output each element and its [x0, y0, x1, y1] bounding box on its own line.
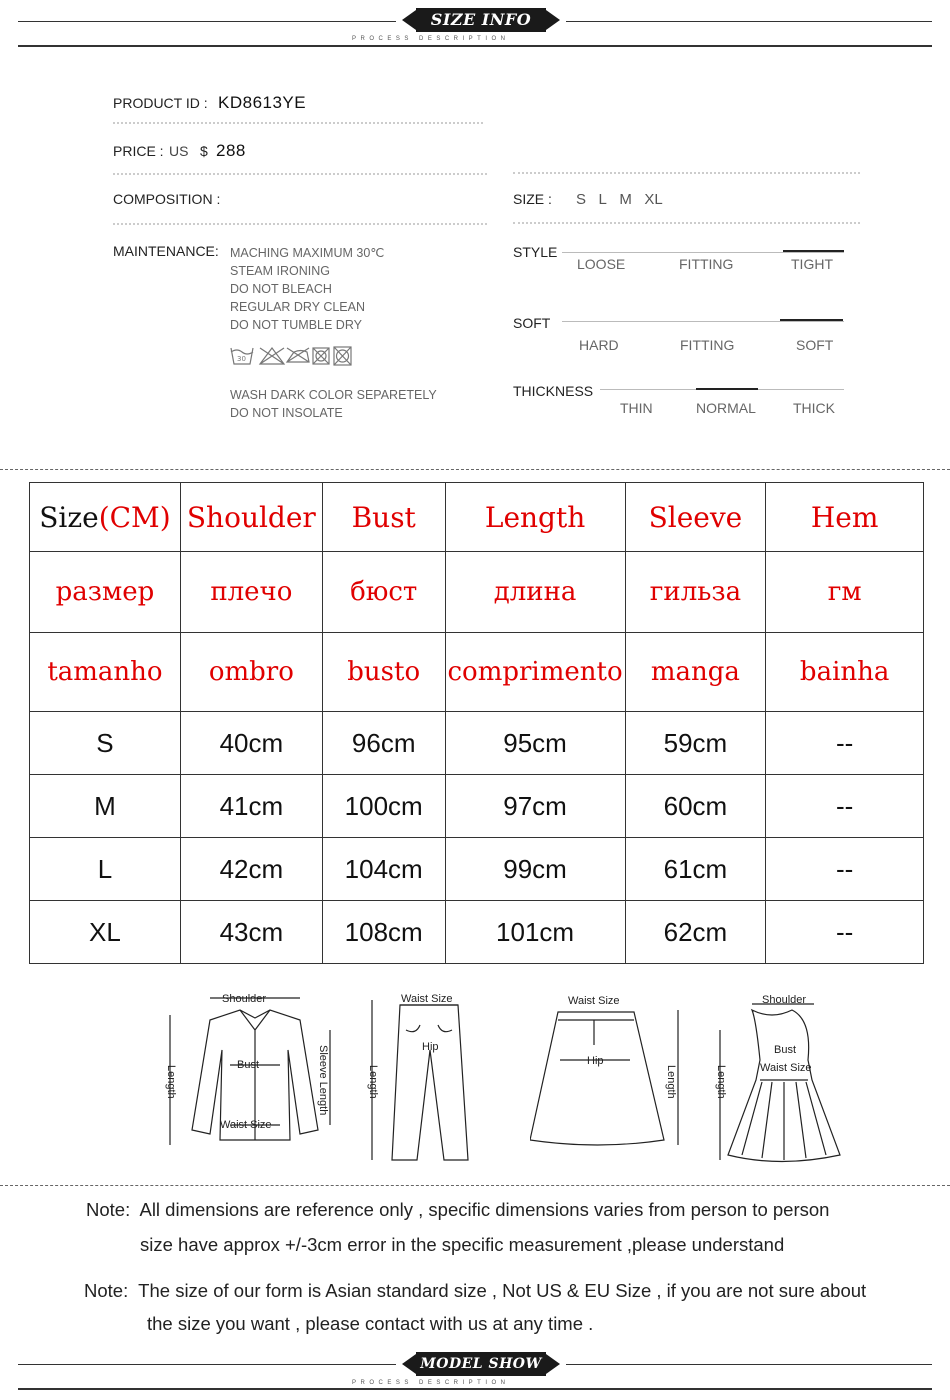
- style-label: STYLE: [513, 244, 558, 260]
- header-size-label: Size: [39, 500, 99, 534]
- table-row: [30, 901, 924, 964]
- header-cell: Bust: [322, 483, 445, 552]
- table-cell: 43cm: [180, 901, 322, 964]
- shirt-sleeve-label: Sleeve Length: [317, 1045, 329, 1116]
- header-cell: bainha: [766, 633, 924, 712]
- banner-subtitle: PROCESS DESCRIPTION: [352, 36, 510, 42]
- thickness-option: THICK: [793, 400, 835, 416]
- header-cell: Sleeve: [625, 483, 766, 552]
- style-selected-mark: [783, 250, 844, 252]
- header-cell: гм: [766, 552, 924, 633]
- style-option: TIGHT: [791, 256, 833, 272]
- table-cell: XL: [30, 901, 181, 964]
- table-cell: 40cm: [180, 712, 322, 775]
- table-cell: M: [30, 775, 181, 838]
- table-cell: S: [30, 712, 181, 775]
- table-cell: 60cm: [625, 775, 766, 838]
- note-2-line-2: the size you want , please contact with us at any time .: [147, 1313, 594, 1334]
- wash-note-line: DO NOT INSOLATE: [230, 406, 343, 420]
- dress-length-label: Length: [715, 1065, 727, 1099]
- table-cell: --: [766, 901, 924, 964]
- header-cell: manga: [625, 633, 766, 712]
- banner-title: MODEL SHOW: [416, 1352, 546, 1376]
- table-cell: --: [766, 712, 924, 775]
- thickness-option: THIN: [620, 400, 653, 416]
- size-option: M: [619, 191, 632, 208]
- wash-note-line: WASH DARK COLOR SEPARETELY: [230, 388, 437, 402]
- note-1-line-2: size have approx +/-3cm error in the specific measurement ,please understand: [140, 1234, 785, 1255]
- maintenance-label: MAINTENANCE:: [113, 243, 219, 259]
- skirt-length-label: Length: [665, 1065, 677, 1099]
- table-cell: 62cm: [625, 901, 766, 964]
- note-label: Note:: [84, 1280, 129, 1301]
- wash-note: [230, 386, 437, 422]
- size-options: [576, 191, 663, 208]
- header-cell: comprimento: [445, 633, 625, 712]
- table-row: [30, 775, 924, 838]
- soft-selected-mark: [780, 319, 843, 321]
- table-header-row-pt: [30, 633, 924, 712]
- pants-hip-label: Hip: [422, 1041, 439, 1053]
- note-2: [84, 1280, 866, 1302]
- skirt-hip-label: Hip: [587, 1055, 604, 1067]
- header-size-unit: (CM): [98, 500, 171, 534]
- pants-diagram: [362, 990, 472, 1165]
- product-id-label: PRODUCT ID :: [113, 95, 208, 111]
- thickness-label: THICKNESS: [513, 383, 594, 399]
- style-option: LOOSE: [577, 256, 626, 272]
- pants-length-label: Length: [367, 1065, 379, 1099]
- maintenance-item: MACHING MAXIMUM 30℃: [230, 246, 385, 260]
- dress-diagram: [712, 990, 847, 1165]
- table-cell: 61cm: [625, 838, 766, 901]
- table-cell: --: [766, 775, 924, 838]
- header-cell: бюст: [322, 552, 445, 633]
- price-value: 288: [216, 141, 246, 160]
- thickness-selected-mark: [696, 388, 758, 390]
- note-text: The size of our form is Asian standard size , Not US & EU Size , if you are not sure about: [138, 1280, 867, 1301]
- table-header-row: [30, 483, 924, 552]
- maintenance-item: REGULAR DRY CLEAN: [230, 300, 365, 314]
- header-cell: Length: [445, 483, 625, 552]
- size-table: [29, 482, 924, 964]
- size-label: SIZE :: [513, 191, 552, 207]
- dress-waist-label: Waist Size: [760, 1062, 812, 1074]
- banner-title: SIZE INFO: [416, 8, 546, 32]
- note-1: [86, 1199, 829, 1221]
- composition-label: COMPOSITION :: [113, 191, 221, 207]
- table-cell: L: [30, 838, 181, 901]
- dress-bust-label: Bust: [774, 1044, 797, 1056]
- note-label: Note:: [86, 1199, 131, 1220]
- skirt-diagram: [530, 990, 690, 1160]
- price-dollar: $: [200, 143, 208, 159]
- price-currency: US: [169, 143, 189, 159]
- table-cell: 59cm: [625, 712, 766, 775]
- header-cell: длина: [445, 552, 625, 633]
- header-cell: гильза: [625, 552, 766, 633]
- thickness-option: NORMAL: [696, 400, 756, 416]
- dress-shoulder-label: Shoulder: [762, 994, 807, 1006]
- table-row: [30, 712, 924, 775]
- table-cell: 95cm: [445, 712, 625, 775]
- header-size: [30, 483, 181, 552]
- care-symbols-icon: [229, 344, 354, 368]
- table-cell: 42cm: [180, 838, 322, 901]
- note-text: All dimensions are reference only , specific dimensions varies from person to person: [139, 1199, 830, 1220]
- table-cell: 104cm: [322, 838, 445, 901]
- size-option: L: [598, 191, 607, 208]
- header-cell: плечо: [180, 552, 322, 633]
- header-cell: busto: [322, 633, 445, 712]
- maintenance-list: [230, 244, 384, 334]
- shirt-bust-label: Bust: [237, 1059, 260, 1071]
- table-cell: --: [766, 838, 924, 901]
- banner-subtitle: PROCESS DESCRIPTION: [352, 1380, 510, 1386]
- header-cell: ombro: [180, 633, 322, 712]
- table-cell: 96cm: [322, 712, 445, 775]
- table-cell: 99cm: [445, 838, 625, 901]
- shirt-diagram: [160, 990, 340, 1160]
- header-cell: Shoulder: [180, 483, 322, 552]
- table-row: [30, 838, 924, 901]
- soft-label: SOFT: [513, 315, 551, 331]
- price-label: PRICE :: [113, 143, 164, 159]
- soft-option: FITTING: [680, 337, 735, 353]
- maintenance-item: DO NOT TUMBLE DRY: [230, 318, 362, 332]
- table-cell: 41cm: [180, 775, 322, 838]
- table-cell: 97cm: [445, 775, 625, 838]
- style-option: FITTING: [679, 256, 734, 272]
- skirt-waist-label: Waist Size: [568, 995, 620, 1007]
- header-cell: tamanho: [30, 633, 181, 712]
- size-option: S: [576, 191, 587, 208]
- soft-option: SOFT: [796, 337, 834, 353]
- header-cell: Hem: [766, 483, 924, 552]
- maintenance-item: DO NOT BLEACH: [230, 282, 332, 296]
- table-cell: 108cm: [322, 901, 445, 964]
- table-cell: 101cm: [445, 901, 625, 964]
- shirt-length-label: Length: [165, 1065, 177, 1099]
- shirt-waist-label: Waist Size: [220, 1119, 272, 1131]
- header-cell: размер: [30, 552, 181, 633]
- size-option: XL: [644, 191, 663, 208]
- product-id-value: KD8613YE: [218, 93, 307, 112]
- soft-option: HARD: [579, 337, 619, 353]
- wash-temp: 30: [237, 355, 246, 363]
- maintenance-item: STEAM IRONING: [230, 264, 331, 278]
- shirt-shoulder-label: Shoulder: [222, 993, 267, 1005]
- table-header-row-ru: [30, 552, 924, 633]
- table-cell: 100cm: [322, 775, 445, 838]
- pants-waist-label: Waist Size: [401, 993, 453, 1005]
